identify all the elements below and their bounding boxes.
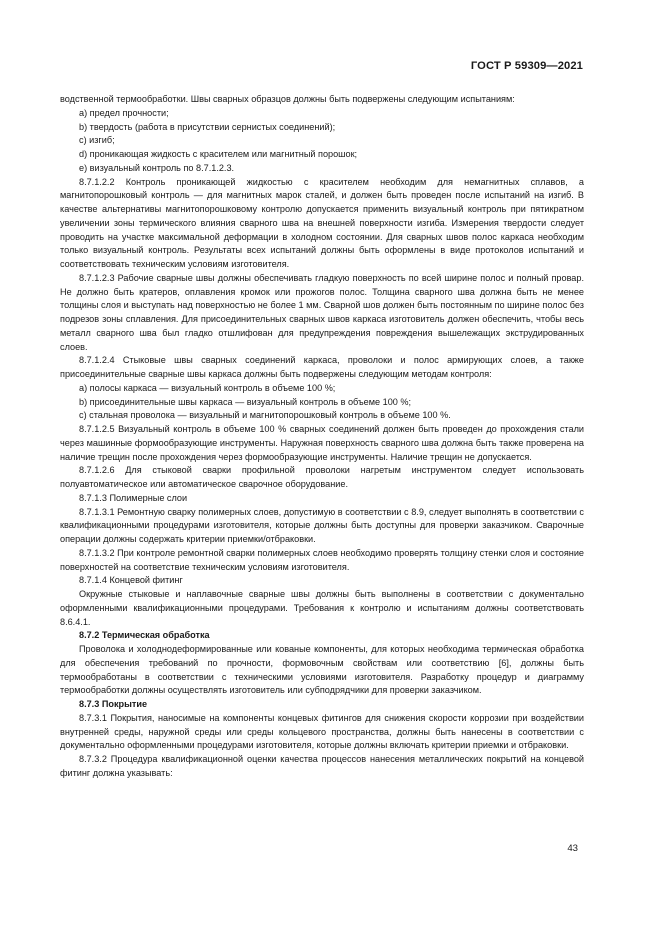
body-paragraph: b) присоединительные швы каркаса — визуальный контроль в объеме 100 %; xyxy=(79,396,412,407)
section-heading: 8.7.2 Термическая обработка xyxy=(79,630,210,641)
body-paragraph: 8.7.1.2.6 Для стыковой сварки профильной проволоки нагретым инструментом следует использовать полуавтоматическое или автоматическое сварочное оборудование. xyxy=(60,465,584,489)
body-paragraph: водственной термообработки. Швы сварных образцов должны быть подвержены следующим испытаниям: xyxy=(60,94,515,104)
body-paragraph: Проволока и холоднодеформированные или кованые компоненты, для которых необходима термическая обработка для обеспечения требований по прочности, формовочным свойствам или соответствию [6], должны быть термообработаны в соответствии с техническими условиями изготовителя. Разработку процедур и диаграмму термообработки должны осуществлять изготовитель или субподрядчики для проверки заказчиком. xyxy=(60,644,584,696)
body-paragraph: a) предел прочности; xyxy=(79,107,169,118)
body-paragraph: a) полосы каркаса — визуальный контроль в объеме 100 %; xyxy=(79,382,336,393)
document-body xyxy=(60,93,584,781)
page-number: 43 xyxy=(567,843,578,854)
body-paragraph: 8.7.1.3 Полимерные слои xyxy=(79,492,188,503)
body-paragraph: e) визуальный контроль по 8.7.1.2.3. xyxy=(79,162,235,173)
section-heading: 8.7.3 Покрытие xyxy=(79,699,148,709)
body-paragraph: 8.7.3.2 Процедура квалификационной оценки качества процессов нанесения металлических покрытий на концевой фитинг должна указывать: xyxy=(60,754,584,778)
body-paragraph: b) твердость (работа в присутствии сернистых соединений); xyxy=(79,121,336,132)
body-paragraph: 8.7.1.2.2 Контроль проникающей жидкостью с красителем необходим для немагнитных сплавов, а магнитопорошковый контроль — для магнитных марок сталей, и должен быть проведен после испытаний на изгиб. В качестве альтернативы магнитопорошковому контролю допускается применить визуальный контроль при пятикратном увеличении зоны термического влияния сварного шва на внешней поверхности изгиба. Измерения твердости следует проводить на участке максимальной деформации в холодном состоянии. Для сварных швов полос каркаса необходим только визуальный контроль. Результаты всех испытаний должны быть оформлены в виде протоколов испытаний и соответствовать техническим условиям изготовителя. xyxy=(60,176,584,269)
body-paragraph: 8.7.1.4 Концевой фитинг xyxy=(79,575,183,586)
document-code-header: ГОСТ Р 59309—2021 xyxy=(470,60,583,72)
body-paragraph: c) изгиб; xyxy=(79,135,115,146)
body-paragraph: 8.7.1.2.3 Рабочие сварные швы должны обеспечивать гладкую поверхность по всей ширине полос и полный провар. Не должно быть кратеров, оплавления кромок или прожогов полос. Толщина сварного шва должна быть не менее толщины слоя и выступать над поверхностью не более 1 мм. Сварной шов должен быть постоянным по ширине полос без подрезов зоны сплавления. Для присоединительных сварных швов каркаса изготовитель должен обеспечить, чтобы весь металл сварного шва был гладко отшлифован для предупреждения повреждения вышележащих экструдированных слоев. xyxy=(60,272,584,352)
body-paragraph: c) стальная проволока — визуальный и магнитопорошковый контроль в объеме 100 %. xyxy=(79,410,451,421)
body-paragraph: d) проникающая жидкость с красителем или магнитный порошок; xyxy=(79,149,358,159)
body-paragraph: 8.7.3.1 Покрытия, наносимые на компоненты концевых фитингов для снижения скорости коррозии при воздействии внутренней среды, наружной среды или среды кольцевого пространства, должны быть нанесены в соответствии с документально оформленными процедурами изготовителя, которые должны включать критерии приемки и отбраковки. xyxy=(60,712,584,751)
body-paragraph: Окружные стыковые и наплавочные сварные швы должны быть выполнены в соответствии с документально оформленными квалификационными процедурами. Требования к контролю и испытаниям должны соответствовать 8.6.4.1. xyxy=(60,589,584,627)
body-paragraph: 8.7.1.2.4 Стыковые швы сварных соединений каркаса, проволоки и полос армирующих слоев, а также присоединительные сварные швы каркаса должны быть подвержены следующим методам контроля: xyxy=(60,355,584,379)
body-paragraph: 8.7.1.3.1 Ремонтную сварку полимерных слоев, допустимую в соответствии с 8.9, следует выполнять в соответствии с квалификационными процедурами изготовителя, которые должны быть доступны для проверки заказчиком. Сварочные операции должны содержать критерии приемки/отбраковки. xyxy=(60,506,584,544)
body-paragraph: 8.7.1.3.2 При контроле ремонтной сварки полимерных слоев необходимо проверять толщину стенки слоя и состояние поверхностей на соответствие техническим условиям изготовителя. xyxy=(60,547,584,572)
body-paragraph: 8.7.1.2.5 Визуальный контроль в объеме 100 % сварных соединений должен быть проведен до прохождения стали через машинные формообразующие инструменты. Наружная поверхность сварного шва должна быть также проверена на наличие трещин после прохождения через формообразующие инструменты. Наличие трещин не допускается. xyxy=(60,424,584,462)
